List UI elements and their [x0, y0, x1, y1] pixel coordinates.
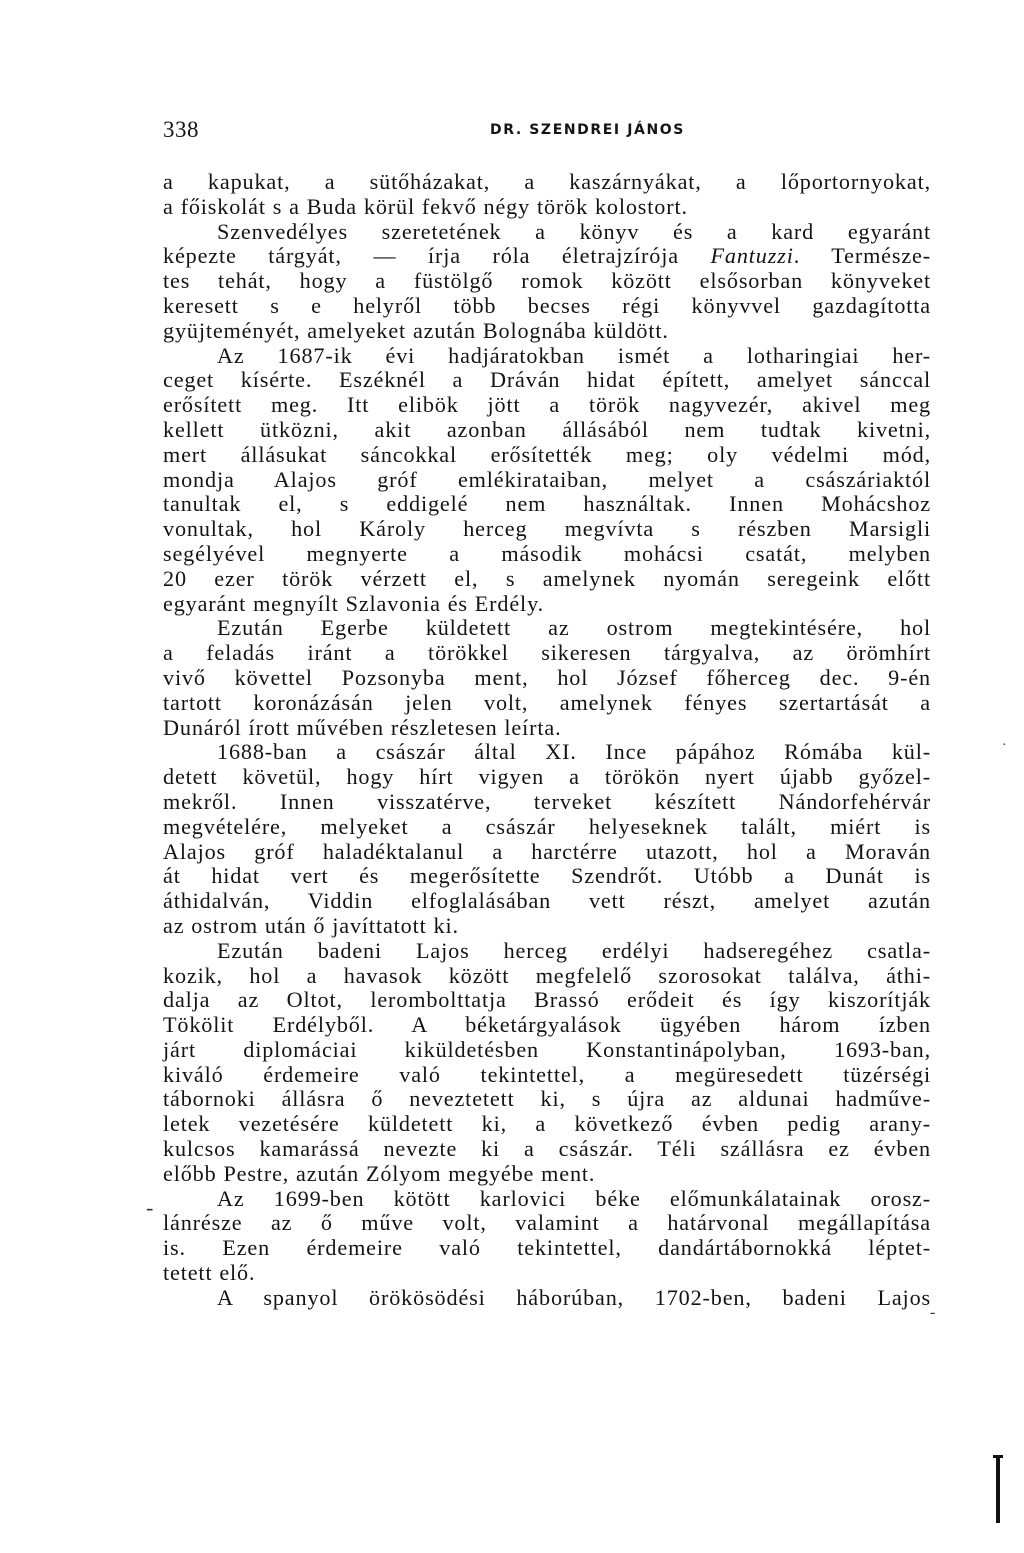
text-line: Tökölit Erdélyből. A béketárgyalások ügyében három ízben: [163, 1012, 931, 1038]
text-line: Szenvedélyes szeretetének a könyv és a kard egyaránt: [217, 218, 931, 244]
text-line: az ostrom után ő javíttatott ki.: [163, 912, 459, 938]
text-line: áthidalván, Viddin elfoglalásában vett részt, amelyet azután: [163, 888, 931, 914]
text-line: járt diplomáciai kiküldetésben Konstantinápolyban, 1693-ban,: [163, 1036, 931, 1062]
text-line: tes tehát, hogy a füstölgő romok között elsősorban könyveket: [163, 268, 931, 294]
text-line: 1688-ban a császár által XI. Ince pápához Rómába kül-: [217, 739, 931, 765]
text-line: mekről. Innen visszatérve, terveket készített Nándorfehérvár: [163, 788, 931, 814]
text-line: mondja Alajos gróf emlékirataiban, melyet a császáriaktól: [163, 466, 931, 492]
text-line: kiváló érdemeire való tekintettel, a megüresedett tüzérségi: [163, 1061, 931, 1087]
page-edge-mark: [993, 1455, 1003, 1458]
text-line: gyüjteményét, amelyeket azután Bolognába küldött.: [163, 317, 669, 343]
text-line: Az 1699-ben kötött karlovici béke előmunkálatainak orosz-: [217, 1185, 931, 1211]
text-line: kozik, hol a havasok között megfelelő szorosokat találva, áthi-: [163, 962, 931, 988]
text-line: 20 ezer török vérzett el, s amelynek nyomán seregeink előtt: [163, 565, 931, 591]
text-line: lánrésze az ő műve volt, valamint a határvonal megállapítása: [163, 1210, 931, 1236]
text-line: egyaránt megnyílt Szlavonia és Erdély.: [163, 590, 544, 616]
text-line: a kapukat, a sütőházakat, a kaszárnyákat, a lőportornyokat,: [163, 169, 931, 194]
text-line: Ezután Egerbe küldetett az ostrom megtekintésére, hol: [217, 615, 931, 641]
margin-mark: -: [146, 1195, 154, 1220]
margin-mark: -: [930, 1304, 936, 1321]
text-line: tábornoki állásra ő neveztetett ki, s újra az aldunai hadműve-: [163, 1086, 931, 1112]
text-line: mert állásukat sáncokkal erősítették meg; oly védelmi mód,: [163, 441, 931, 467]
text-line: is. Ezen érdemeire való tekintettel, dandártábornokká léptet-: [163, 1235, 931, 1261]
page-edge-mark: [996, 1455, 1000, 1523]
text-line: Az 1687-ik évi hadjáratokban ismét a lotharingiai her-: [217, 342, 931, 368]
body-text: [163, 170, 931, 1311]
text-line: vivő követtel Pozsonyba ment, hol József főherceg dec. 9-én: [163, 664, 931, 690]
text-line: A spanyol örökösödési háborúban, 1702-ben, badeni Lajos: [217, 1284, 931, 1310]
text-line: tetett elő.: [163, 1260, 256, 1286]
text-line: kulcsos kamarássá nevezte ki a császár. Téli szállásra ez évben: [163, 1136, 931, 1162]
text-line: tartott koronázásán jelen volt, amelynek fényes szertartását a: [163, 689, 931, 715]
page-number: 338: [163, 117, 199, 142]
page-header: [163, 117, 931, 147]
text-line: letek vezetésére küldetett ki, a következő évben pedig arany-: [163, 1111, 931, 1137]
text-line: előbb Pestre, azután Zólyom megyébe ment.: [163, 1160, 596, 1186]
text-line: keresett s e helyről több becses régi könyvvel gazdagította: [163, 292, 931, 318]
text-line: segélyével megnyerte a második mohácsi csatát, melyben: [163, 540, 931, 566]
text-line: detett követül, hogy hírt vigyen a törökön nyert újabb győzel-: [163, 764, 931, 790]
text-line: tanultak el, s eddigelé nem használtak. Innen Mohácshoz: [163, 491, 931, 517]
text-line: ceget kísérte. Eszéknél a Dráván hidat épített, amelyet sánccal: [163, 367, 931, 393]
text-line: Alajos gróf haladéktalanul a harctérre utazott, hol a Moraván: [163, 838, 931, 864]
text-line: a feladás iránt a törökkel sikeresen tárgyalva, az örömhírt: [163, 640, 931, 666]
text-line: a főiskolát s a Buda körül fekvő négy török kolostort.: [163, 193, 688, 219]
text-line: képezte tárgyát, — írja róla életrajzírója Fantuzzi. Természe-: [163, 243, 931, 269]
text-line: dalja az Oltot, lerombolttatja Brassó erődeit és így kiszorítják: [163, 987, 931, 1013]
text-line: megvételére, melyeket a császár helyeseknek talált, miért is: [163, 813, 931, 839]
margin-mark: ·: [1002, 738, 1007, 753]
text-line: erősített meg. Itt elibök jött a török nagyvezér, akivel meg: [163, 392, 931, 418]
running-head: DR. SZENDREI JÁNOS: [490, 122, 685, 138]
text-line: át hidat vert és megerősítette Szendrőt. Utóbb a Dunát is: [163, 863, 931, 889]
text-line: Ezután badeni Lajos herceg erdélyi hadseregéhez csatla-: [217, 937, 931, 963]
text-line: Dunáról írott művében részletesen leírta.: [163, 714, 562, 740]
text-line: kellett ütközni, akit azonban állásából nem tudtak kivetni,: [163, 416, 931, 442]
text-line: vonultak, hol Károly herceg megvívta s részben Marsigli: [163, 516, 931, 542]
